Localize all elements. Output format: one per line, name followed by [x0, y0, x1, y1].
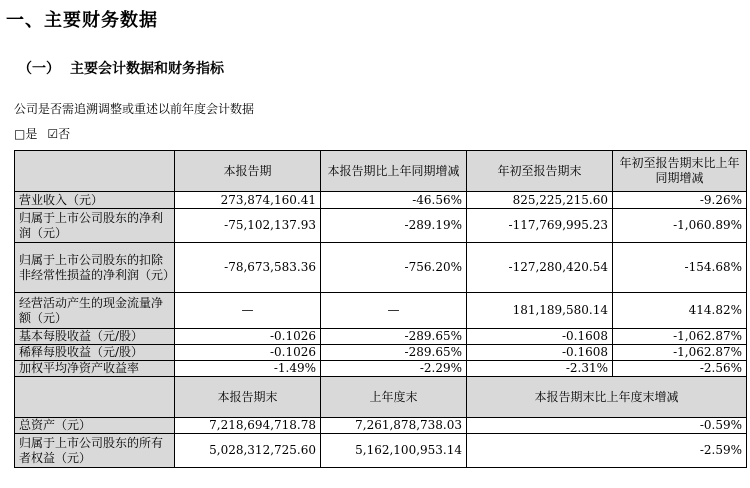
table-cell: -117,769,995.23 [467, 209, 613, 243]
yes-label: 是 [25, 127, 38, 141]
table-cell: -1,062.87% [613, 329, 747, 345]
table-cell: -756.20% [321, 243, 467, 293]
table-cell: -1,060.89% [613, 209, 747, 243]
no-checkbox[interactable]: ☑ [47, 127, 59, 141]
no-label: 否 [58, 127, 71, 141]
row-label: 加权平均净资产收益率 [15, 361, 175, 377]
header-cell: 本报告期末比上年度末增减 [467, 377, 747, 418]
table-cell: -2.56% [613, 361, 747, 377]
table-cell: -289.19% [321, 209, 467, 243]
table-row [15, 329, 747, 345]
table-header-row [15, 377, 747, 418]
table-cell: -2.59% [467, 434, 747, 468]
header-cell: 上年度末 [321, 377, 467, 418]
row-label: 归属于上市公司股东的扣除非经常性损益的净利润（元） [15, 243, 175, 293]
header-cell: 年初至报告期末 [467, 151, 613, 192]
row-label: 经营活动产生的现金流量净额（元） [15, 293, 175, 329]
financial-data-table [14, 150, 747, 468]
row-label: 总资产（元） [15, 418, 175, 434]
table-cell: 7,261,878,738.03 [321, 418, 467, 434]
table-cell: -1,062.87% [613, 345, 747, 361]
table-row [15, 209, 747, 243]
table-cell: -0.1026 [175, 345, 321, 361]
table-cell: -289.65% [321, 345, 467, 361]
restatement-question: 公司是否需追溯调整或重述以前年度会计数据 [14, 102, 255, 116]
yes-checkbox[interactable]: □ [14, 127, 26, 141]
restatement-options [14, 125, 70, 142]
table-cell: -0.59% [467, 418, 747, 434]
table-cell: -0.1608 [467, 329, 613, 345]
row-label: 基本每股收益（元/股） [15, 329, 175, 345]
table-cell: 5,028,312,725.60 [175, 434, 321, 468]
subsection-number: （一） [18, 61, 60, 77]
table-cell: 273,874,160.41 [175, 192, 321, 209]
table-cell: 5,162,100,953.14 [321, 434, 467, 468]
header-cell [15, 377, 175, 418]
table-cell: -78,673,583.36 [175, 243, 321, 293]
table-cell: -289.65% [321, 329, 467, 345]
table-row [15, 418, 747, 434]
table-cell: -1.49% [175, 361, 321, 377]
table-cell: -2.29% [321, 361, 467, 377]
table-cell: -154.68% [613, 243, 747, 293]
table-cell: -2.31% [467, 361, 613, 377]
subsection-title [18, 58, 224, 78]
header-cell [15, 151, 175, 192]
table-row [15, 192, 747, 209]
table-cell: 7,218,694,718.78 [175, 418, 321, 434]
table-cell: -46.56% [321, 192, 467, 209]
row-label: 营业收入（元） [15, 192, 175, 209]
table-cell: 181,189,580.14 [467, 293, 613, 329]
table-cell: -0.1026 [175, 329, 321, 345]
row-label: 稀释每股收益（元/股） [15, 345, 175, 361]
table-cell: -0.1608 [467, 345, 613, 361]
table-cell: 414.82% [613, 293, 747, 329]
table-cell: -75,102,137.93 [175, 209, 321, 243]
table-cell: -9.26% [613, 192, 747, 209]
header-cell: 本报告期比上年同期增减 [321, 151, 467, 192]
table-row [15, 293, 747, 329]
table-row [15, 361, 747, 377]
table-cell: -127,280,420.54 [467, 243, 613, 293]
row-label: 归属于上市公司股东的净利润（元） [15, 209, 175, 243]
header-cell: 年初至报告期末比上年同期增减 [613, 151, 747, 192]
table-row [15, 434, 747, 468]
subsection-text: 主要会计数据和财务指标 [70, 61, 224, 77]
table-cell: — [175, 293, 321, 329]
table-cell: 825,225,215.60 [467, 192, 613, 209]
table-row [15, 345, 747, 361]
table-row [15, 243, 747, 293]
table-header-row [15, 151, 747, 192]
section-title: 一、主要财务数据 [6, 10, 158, 31]
row-label: 归属于上市公司股东的所有者权益（元） [15, 434, 175, 468]
header-cell: 本报告期末 [175, 377, 321, 418]
header-cell: 本报告期 [175, 151, 321, 192]
table-cell: — [321, 293, 467, 329]
